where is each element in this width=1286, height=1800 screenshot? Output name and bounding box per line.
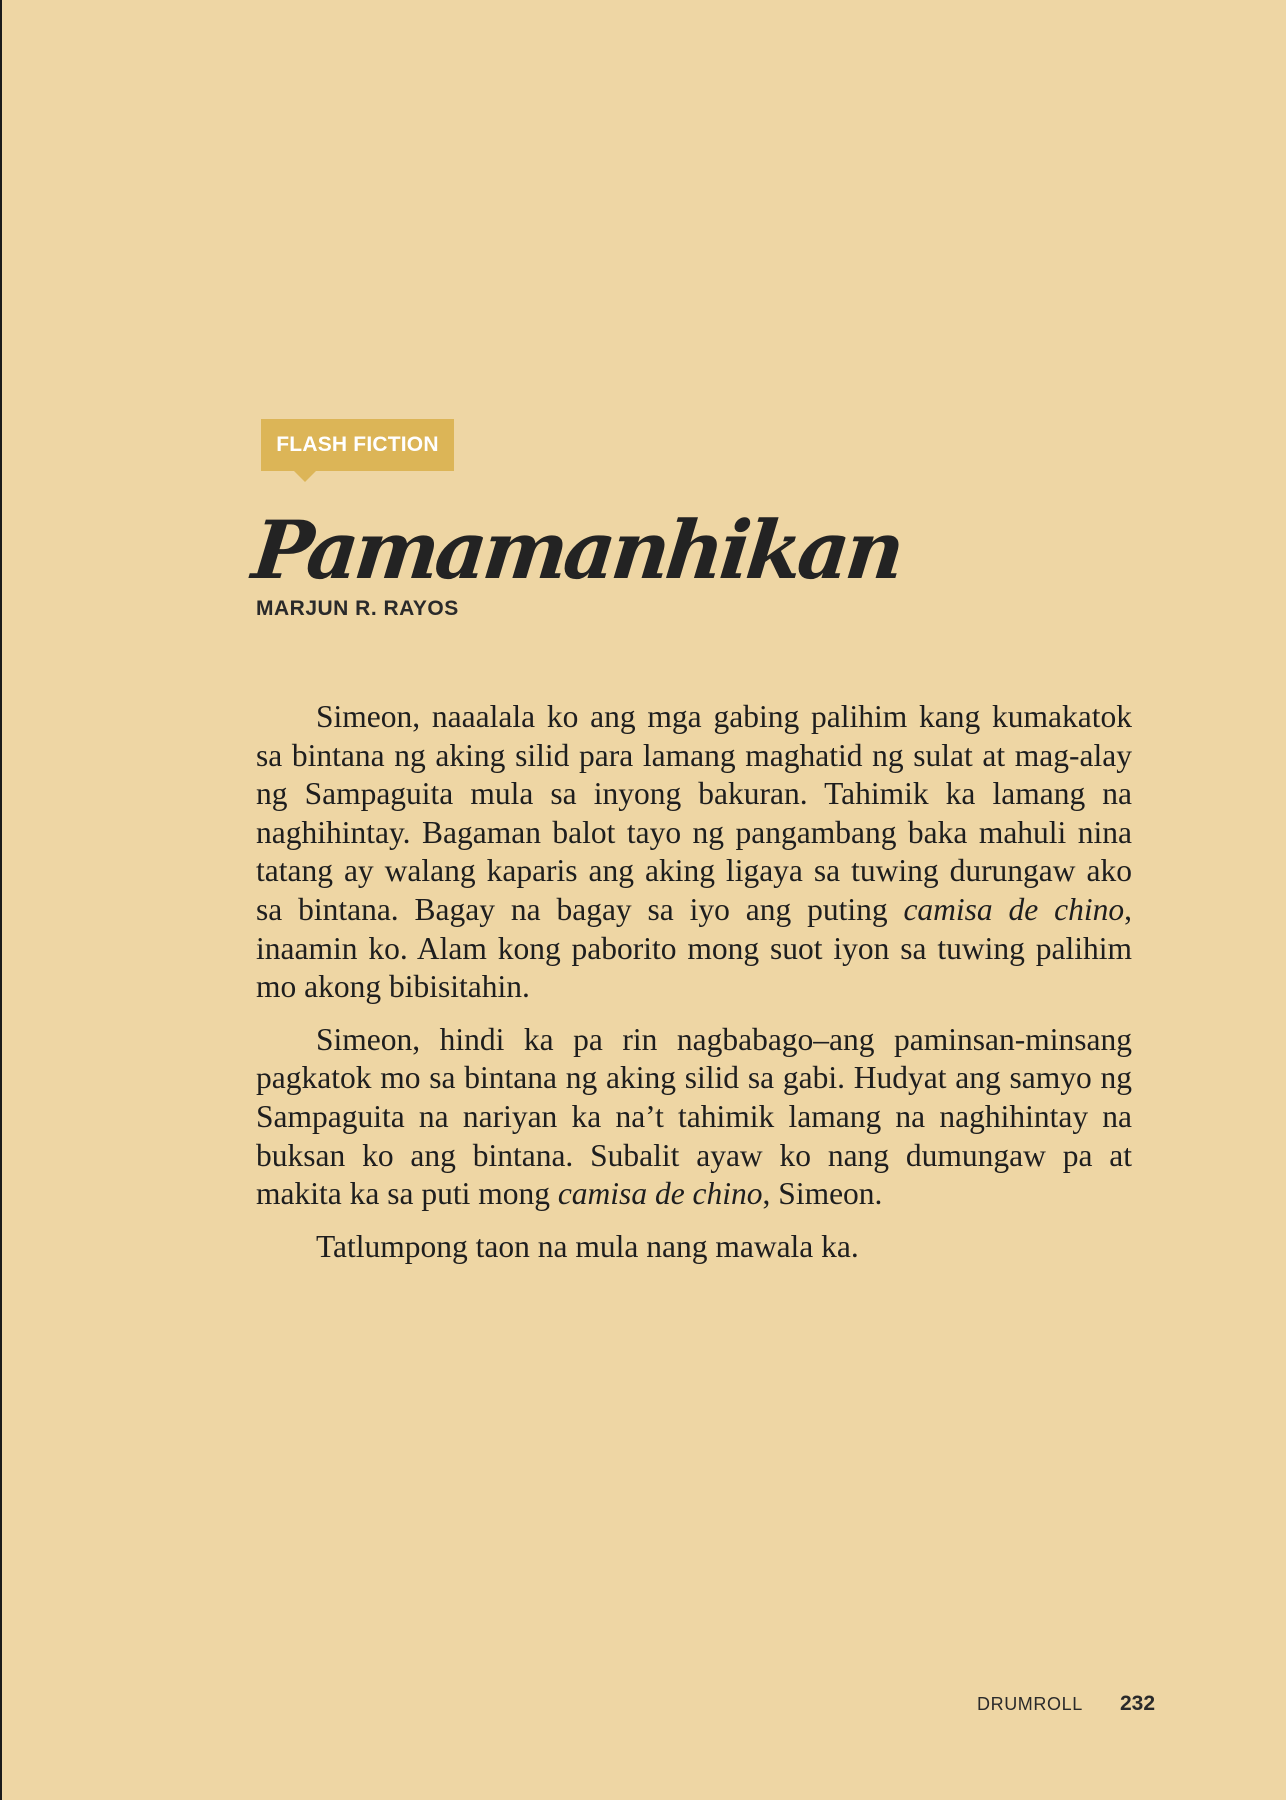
paragraph-1-text-b: , inaamin ko. Alam kong paborito mong suot iyon sa tuwing palihim mo akong bibisitahin. <box>256 891 1132 1005</box>
paragraph-1-text-a: Simeon, naaalala ko ang mga gabing palihim kang kumakatok sa bintana ng aking silid para lamang maghatid ng sulat at mag-alay ng Sampaguita mula sa inyong bakuran. Tahimik ka lamang na naghihintay. Bagaman balot tayo ng pangambang baka mahuli nina tatang ay walang kaparis ang aking ligaya sa tuwing durungaw ako sa bintana. Bagay na bagay sa iyo ang puting <box>256 699 1132 927</box>
story-paragraph-2 <box>256 1021 1132 1214</box>
category-tag-pointer <box>294 471 316 482</box>
footer-magazine-name: DRUMROLL <box>977 1694 1083 1714</box>
story-title: Pamamanhikan <box>248 503 906 597</box>
page-edge-line <box>0 0 2 1800</box>
paragraph-1-italic: camisa de chino <box>903 891 1125 927</box>
category-tag: FLASH FICTION <box>261 419 454 471</box>
footer-page-number: 232 <box>1120 1692 1156 1715</box>
story-paragraph-1 <box>256 698 1132 1007</box>
paragraph-2-italic: camisa de chino <box>557 1176 763 1212</box>
story-paragraph-3: Tatlumpong taon na mula nang mawala ka. <box>316 1228 859 1264</box>
story-body <box>256 698 1132 1280</box>
author-name: MARJUN R. RAYOS <box>256 597 459 620</box>
paragraph-2-text-a: Simeon, hindi ka pa rin nagbabago–ang paminsan-minsang pagkatok mo sa bintana ng aking silid sa gabi. Hudyat ang samyo ng Sampaguita na nariyan ka na’t tahimik lamang na naghihintay na buksan ko ang bintana. Subalit ayaw ko nang dumungaw pa at makita ka sa puti mong <box>256 1021 1132 1212</box>
paragraph-2-text-b: , Simeon. <box>762 1176 883 1212</box>
